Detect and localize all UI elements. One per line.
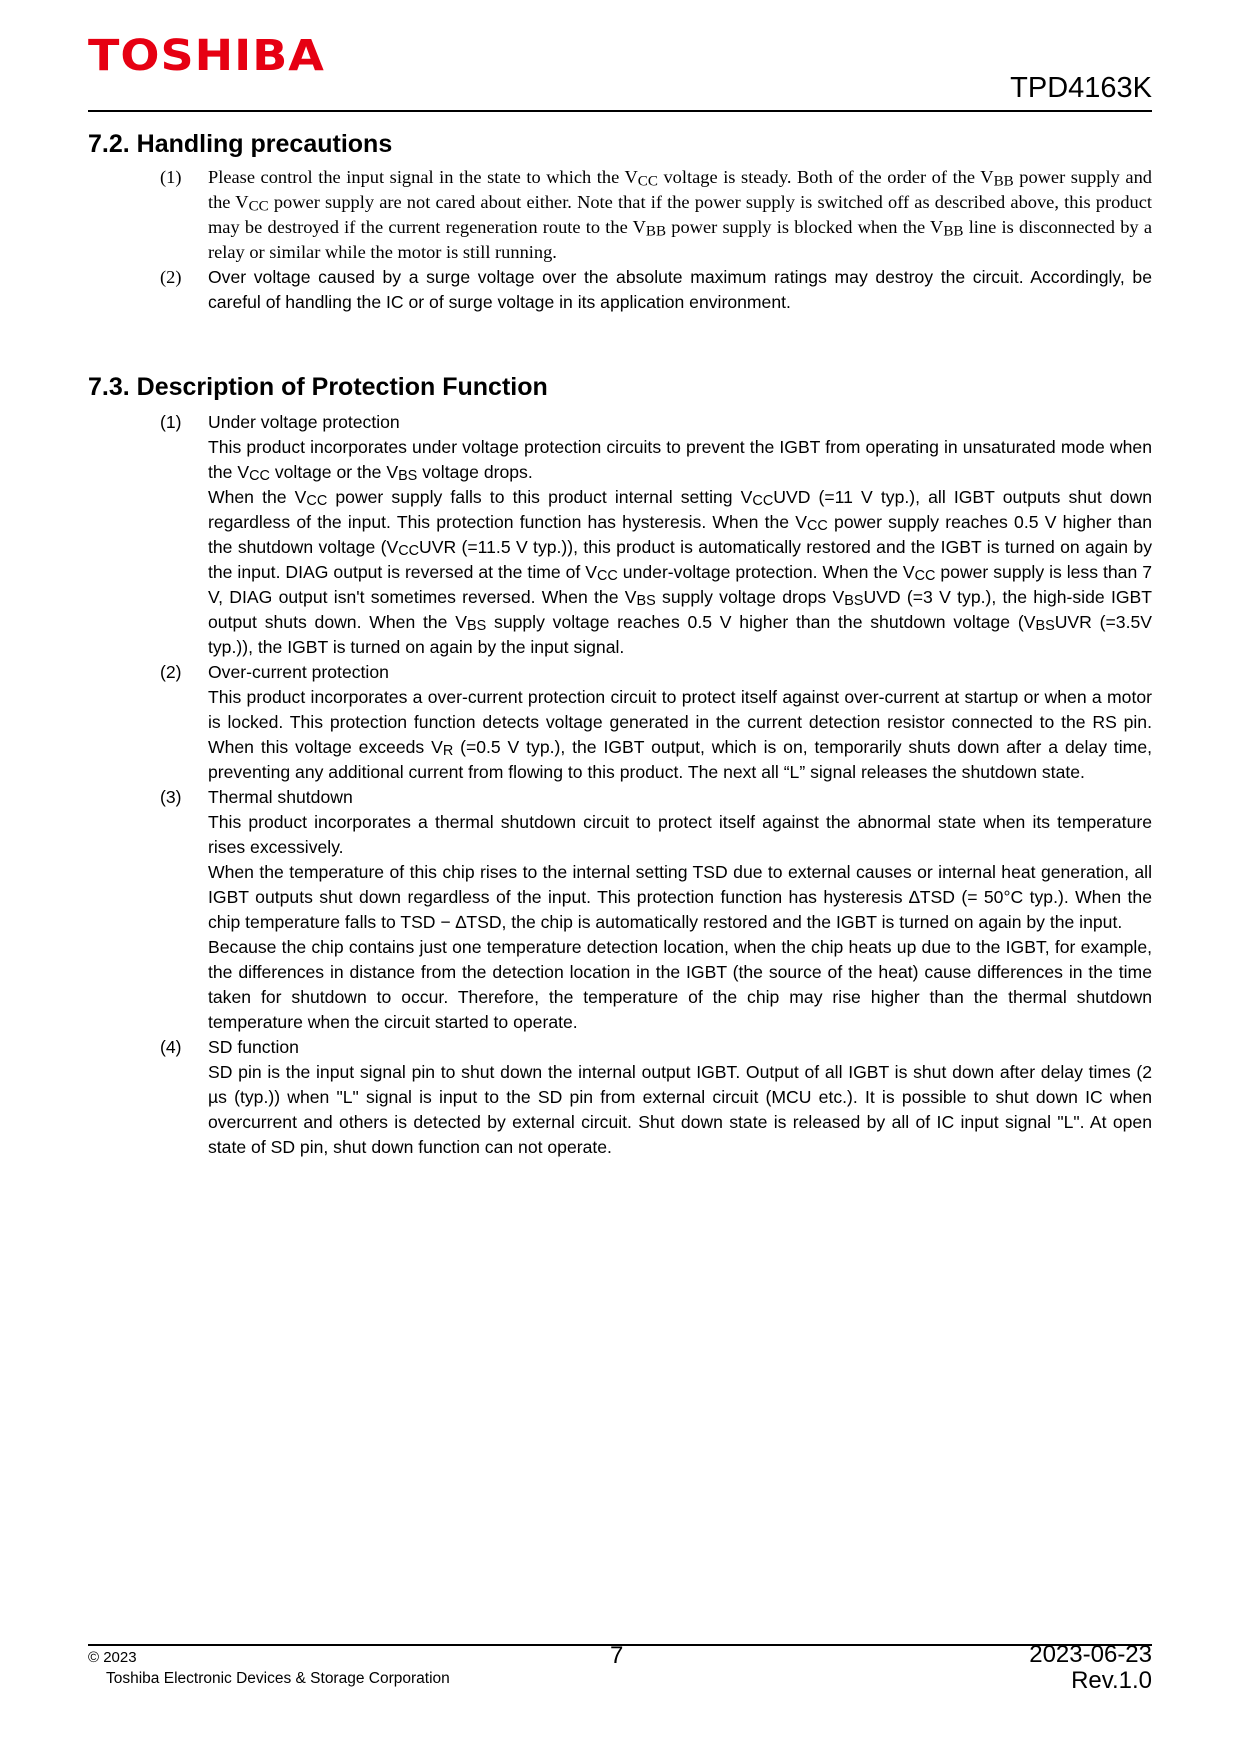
document-revision: Rev.1.0 — [1071, 1667, 1152, 1694]
header-rule — [88, 110, 1152, 112]
list-item — [160, 1035, 1152, 1160]
list-item — [160, 785, 1152, 1035]
item-number: (3) — [160, 787, 182, 807]
protection-function-list — [160, 410, 1152, 1160]
item-paragraph: This product incorporates under voltage protection circuits to prevent the IGBT from operating in unsaturated mode when the $V_{CC}$ voltage or the $V_{BS}$ voltage drops. — [208, 437, 1152, 485]
item-title: Thermal shutdown — [208, 787, 353, 807]
page-number: 7 — [610, 1642, 624, 1669]
item-text: Please control the input signal in the state to which the $V_{CC}$ voltage is steady. Both of the order of the $V_{BB}$ power supply and the $V_{CC}$ power supply are not cared about either. Note that if the power supply is switched off as described above, this product may be destroyed if the current regeneration route to the $V_{BB}$ power supply is blocked when the $V_{BB}$ line is disconnected by a relay or similar while the motor is still running. — [208, 167, 1152, 262]
section-7-2-title: 7.2. Handling precautions — [88, 130, 393, 158]
handling-precautions-list — [160, 165, 1152, 315]
item-text: Over voltage caused by a surge voltage over the absolute maximum ratings may destroy the circuit. Accordingly, be careful of handling the IC or of surge voltage in its application environment. — [208, 267, 1152, 312]
item-paragraph: SD pin is the input signal pin to shut down the internal output IGBT. Output of all IGBT is shut down after delay times (2 µs (typ.)) when "L" signal is input to the SD pin from external circuit (MCU etc.). It is possible to shut down IC when overcurrent and others is detected by external circuit. Shut down state is released by all of IC input signal "L". At open state of SD pin, shut down function can not operate. — [208, 1062, 1152, 1157]
document-date: 2023-06-23 — [1029, 1641, 1152, 1668]
item-title: Under voltage protection — [208, 412, 400, 432]
item-number: (4) — [160, 1037, 182, 1057]
item-paragraph: This product incorporates a thermal shutdown circuit to protect itself against the abnormal state when its temperature rises excessively. — [208, 812, 1152, 857]
item-number: (2) — [160, 267, 182, 287]
item-number: (1) — [160, 412, 182, 432]
item-paragraph: This product incorporates a over-current protection circuit to protect itself against over-current at startup or when a motor is locked. This protection function detects voltage generated in the current detection resistor connected to the RS pin. When this voltage exceeds $V_R$ (=0.5 V typ.), the IGBT output, which is on, temporarily shuts down after a delay time, preventing any additional current from flowing to this product. The next all “L” signal releases the shutdown state. — [208, 687, 1152, 782]
part-number: TPD4163K — [1010, 72, 1152, 104]
toshiba-logo: TOSHIBA — [88, 30, 325, 80]
list-item — [160, 265, 1152, 315]
list-item — [160, 410, 1152, 660]
list-item — [160, 660, 1152, 785]
item-number: (1) — [160, 167, 182, 187]
item-title: Over-current protection — [208, 662, 389, 682]
item-title: SD function — [208, 1037, 299, 1057]
item-number: (2) — [160, 662, 182, 682]
list-item — [160, 165, 1152, 265]
section-7-3-title: 7.3. Description of Protection Function — [88, 373, 548, 401]
item-paragraph: Because the chip contains just one temperature detection location, when the chip heats up due to the IGBT, for example, the differences in distance from the detection location in the IGBT (the source of the heat) cause differences in the time taken for shutdown to occur. Therefore, the temperature of the chip may rise higher than the thermal shutdown temperature when the circuit started to operate. — [208, 937, 1152, 1032]
item-paragraph: When the $V_{CC}$ power supply falls to this product internal setting $V_{CC}UVD$ (=11 V typ.), all IGBT outputs shut down regardless of the input. This protection function has hysteresis. When the $V_{CC}$ power supply reaches 0.5 V higher than the shutdown voltage ($V_{CC}UVR$ (=11.5 V typ.)), this product is automatically restored and the IGBT is turned on again by the input. DIAG output is reversed at the time of $V_{CC}$ under-voltage protection. When the $V_{CC}$ power supply is less than 7 V, DIAG output isn't sometimes reversed. When the $V_{BS}$ supply voltage drops $V_{BS}UVD$ (=3 V typ.), the high-side IGBT output shuts down. When the $V_{BS}$ supply voltage reaches 0.5 V higher than the shutdown voltage ($V_{BS}UVR$ (=3.5V typ.)), the IGBT is turned on again by the input signal. — [208, 487, 1153, 657]
item-paragraph: When the temperature of this chip rises to the internal setting TSD due to external causes or internal heat generation, all IGBT outputs shut down regardless of the input. This protection function has hysteresis ∆TSD (= 50°C typ.). When the chip temperature falls to TSD − ∆TSD, the chip is automatically restored and the IGBT is turned on again by the input. — [208, 862, 1152, 932]
company-name: Toshiba Electronic Devices & Storage Corporation — [106, 1670, 450, 1687]
copyright: © 2023 — [88, 1649, 137, 1666]
